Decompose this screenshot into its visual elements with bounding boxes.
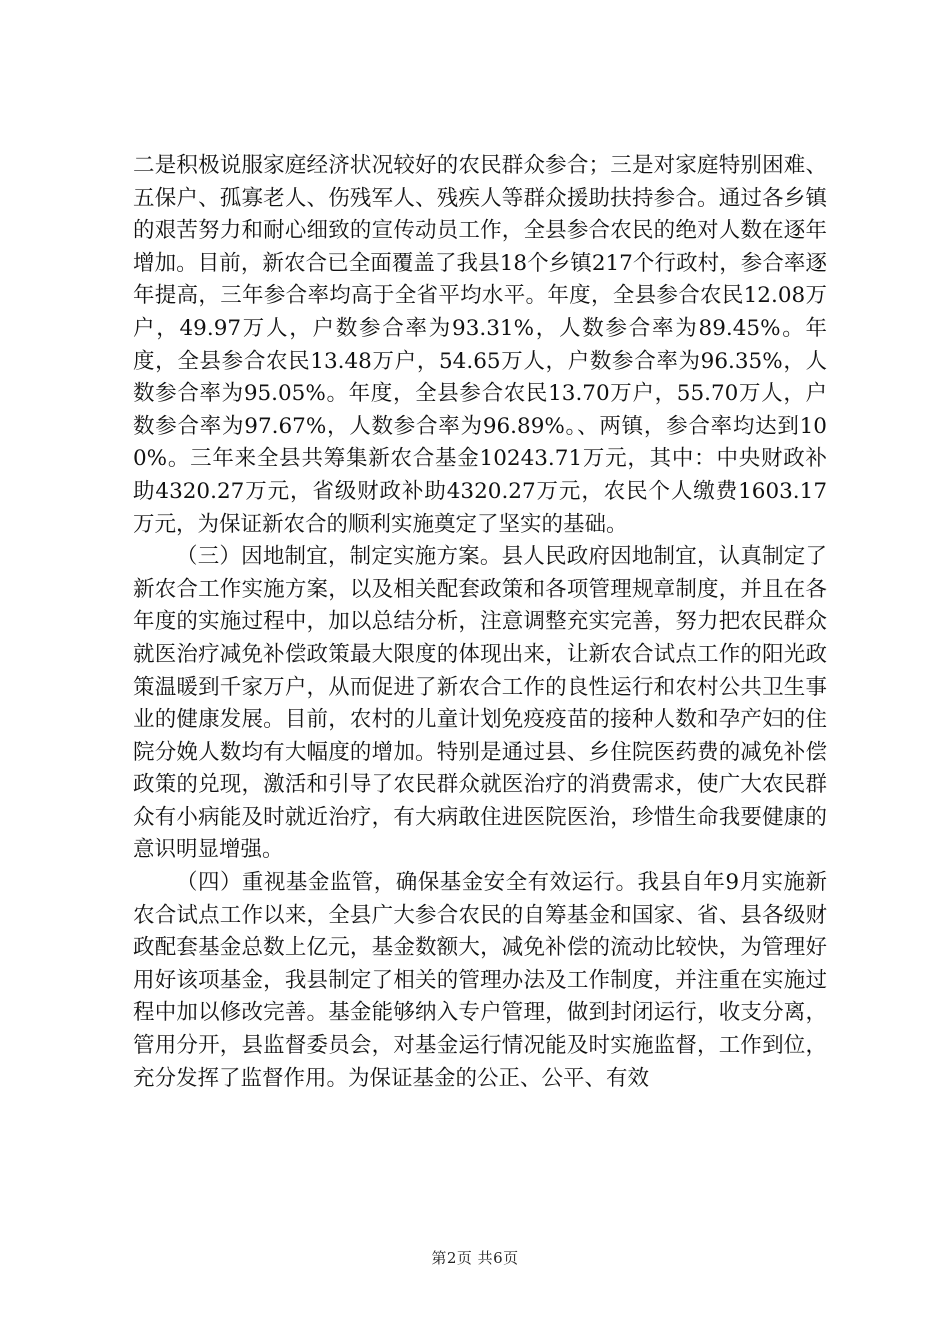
paragraph-3: （四）重视基金监管，确保基金安全有效运行。我县自年9月实施新农合试点工作以来，全县广大参合农民的自筹基金和国家、省、县各级财政配套基金总数上亿元，基金数额大，减免补偿的流动比较快，为管理好用好该项基金，我县制定了相关的管理办法及工作制度，并注重在实施过程中加以修改完善。基金能够纳入专户管理，做到封闭运行，收支分离，管用分开，县监督委员会，对基金运行情况能及时实施监督，工作到位，充分发挥了监督作用。为保证基金的公正、公平、有效 (133, 870, 827, 1091)
paragraph-2: （三）因地制宜，制定实施方案。县人民政府因地制宜，认真制定了新农合工作实施方案，以及相关配套政策和各项管理规章制度，并且在各年度的实施过程中，加以总结分析，注意调整充实完善，努力把农民群众就医治疗减免补偿政策最大限度的体现出来，让新农合试点工作的阳光政策温暖到千家万户，从而促进了新农合工作的良性运行和农村公共卫生事业的健康发展。目前，农村的儿童计划免疫疫苗的接种人数和孕产妇的住院分娩人数均有大幅度的增加。特别是通过县、乡住院医药费的减免补偿政策的兑现，激活和引导了农民群众就医治疗的消费需求，使广大农民群众有小病能及时就近治疗，有大病敢住进医院医治，珍惜生命我要健康的意识明显增强。 (133, 544, 827, 863)
document-body (133, 150, 827, 1095)
page-number-footer: 第2页 共6页 (431, 1249, 519, 1267)
paragraph-1: 二是积极说服家庭经济状况较好的农民群众参合；三是对家庭特别困难、五保户、孤寡老人、伤残军人、残疾人等群众援助扶持参合。通过各乡镇的艰苦努力和耐心细致的宣传动员工作，全县参合农民的绝对人数在逐年增加。目前，新农合已全面覆盖了我县18个乡镇217个行政村，参合率逐年提高，三年参合率均高于全省平均水平。年度，全县参合农民12.08万户，49.97万人，户数参合率为93.31%，人数参合率为89.45%。年度，全县参合农民13.48万户，54.65万人，户数参合率为96.35%，人数参合率为95.05%。年度，全县参合农民13.70万户，55.70万人，户数参合率为97.67%，人数参合率为96.89%。、两镇，参合率均达到100%。三年来全县共筹集新农合基金10243.71万元，其中：中央财政补助4320.27万元，省级财政补助4320.27万元，农民个人缴费1603.17万元，为保证新农合的顺利实施奠定了坚实的基础。 (133, 153, 827, 537)
